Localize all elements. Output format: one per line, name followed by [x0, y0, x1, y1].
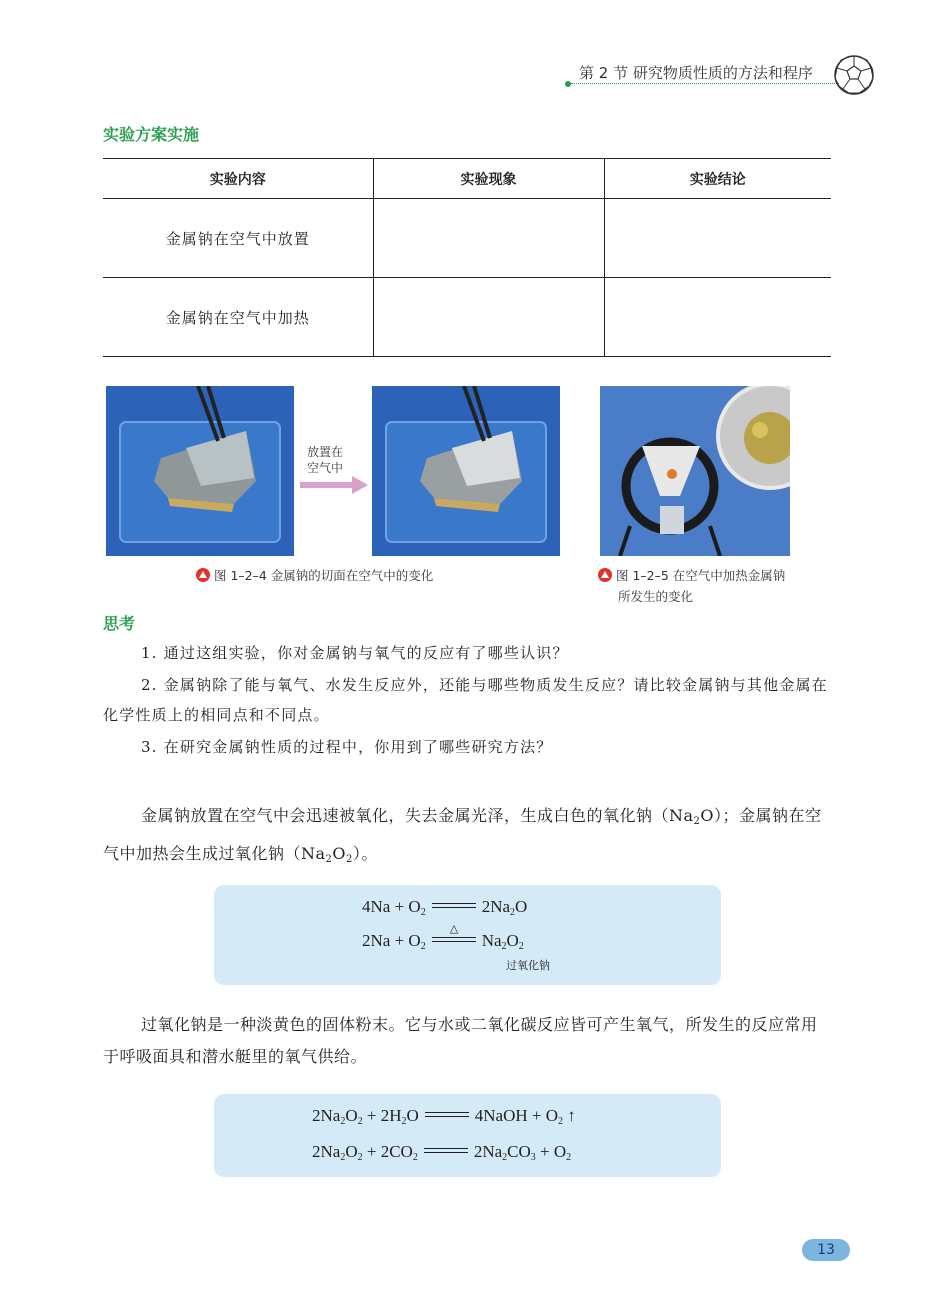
arrow-label-line: 空气中 [307, 461, 344, 475]
eq-text: O [406, 1106, 419, 1125]
eq-text: 2Na [312, 1106, 341, 1125]
equation-box-1 [214, 885, 721, 985]
heat-condition: △ [449, 922, 459, 935]
table-cell: 金属钠在空气中加热 [103, 278, 373, 357]
table-cell [604, 278, 831, 357]
running-header [565, 58, 845, 88]
fullerene-icon [833, 54, 875, 96]
para-text: O [332, 844, 347, 863]
caption-text: 所发生的变化 [618, 589, 694, 604]
question-1: 1. 通过这组实验，你对金属钠与氧气的反应有了哪些认识？ [141, 644, 569, 662]
eq-text: O [506, 931, 519, 950]
eq-text: O [515, 897, 528, 916]
experiment-table [103, 158, 831, 357]
question-3: 3. 在研究金属钠性质的过程中，你用到了哪些研究方法？ [141, 738, 553, 756]
sodium-oxidized-photo [372, 386, 560, 556]
table-row [103, 278, 831, 357]
page-number: 13 [802, 1239, 850, 1261]
eq-text: + O [535, 1142, 567, 1161]
table-header: 实验现象 [373, 159, 604, 199]
table-header: 实验结论 [604, 159, 831, 199]
para-text: ）。 [352, 844, 378, 863]
figure-caption-1 [196, 565, 433, 586]
warning-triangle-icon [598, 568, 612, 582]
sodium-cut-photo [106, 386, 294, 556]
figure-caption-2 [598, 565, 828, 607]
eq-text: CO [507, 1142, 531, 1161]
equation-na-o2-heat: $2Na + O_2$ △ $Na_2O_2$ [362, 922, 524, 952]
eq-text: O [345, 1142, 358, 1161]
eq-text: + 2H [362, 1106, 402, 1125]
eq-text: 2Na [473, 1142, 503, 1161]
paragraph-oxidation: 金属钠放置在空气中会迅速被氧化，失去金属光泽，生成白色的氧化钠$(Na_2O)$；金属钠在空气中加热会生成过氧化钠$(Na_2O_2)$。 [103, 806, 822, 865]
eq-text: ↑ [563, 1106, 576, 1125]
eq-text: 2Na [312, 1142, 341, 1161]
equation-na-o2: $4Na + O_2$ $2Na_2O$ [362, 897, 528, 918]
eq-text: O [345, 1106, 358, 1125]
table-header-row [103, 159, 831, 199]
eq-text: 4Na + O [362, 897, 421, 916]
table-row [103, 199, 831, 278]
warning-triangle-icon [196, 568, 210, 582]
table-cell [373, 199, 604, 278]
table-cell [373, 278, 604, 357]
paragraph-peroxide: 过氧化钠是一种淡黄色的固体粉末。它与水或二氧化碳反应皆可产生氧气，所发生的反应常用于呼吸面具和潜水艇里的氧气供给。 [103, 1015, 818, 1066]
section-title: 实验方案实施 [103, 125, 200, 144]
table-header: 实验内容 [103, 159, 373, 199]
table-cell [604, 199, 831, 278]
para-text: O）；金属钠在空气中加热会生成过氧化钠（Na [103, 806, 822, 863]
caption-text: 图 1–2–4 金属钠的切面在空气中的变化 [214, 568, 434, 583]
eq-text: 2Na [481, 897, 511, 916]
para-text: 金属钠放置在空气中会迅速被氧化，失去金属光泽，生成白色的氧化钠（Na [141, 806, 694, 825]
header-dot [565, 81, 571, 87]
equation-peroxide-co2: $2Na_2O_2 + 2CO_2$ $2Na_2CO_3 + O_2$ [312, 1142, 572, 1163]
equation-box-2 [214, 1094, 721, 1177]
eq-text: + 2CO [362, 1142, 413, 1161]
eq-text: 4NaOH + O [474, 1106, 559, 1125]
right-arrow-icon [300, 476, 368, 494]
equation-peroxide-water: $2Na_2O_2 + 2H_2O$ 4NaOH + $O_2$ ↑ [312, 1106, 576, 1127]
arrow-label-line: 放置在 [307, 445, 344, 459]
header-title: 第 2 节 研究物质性质的方法和程序 [579, 64, 813, 82]
table-cell: 金属钠在空气中放置 [103, 199, 373, 278]
question-2: 2. 金属钠除了能与氧气、水发生反应外，还能与哪些物质发生反应？请比较金属钠与其他金属在化学性质上的相同点和不同点。 [103, 676, 828, 724]
header-rule [571, 83, 839, 84]
eq-text: 2Na + O [362, 931, 421, 950]
caption-text: 图 1–2–5 在空气中加热金属钠 [616, 568, 786, 583]
sodium-heating-photo [600, 386, 790, 556]
eq-text: Na [481, 931, 502, 950]
peroxide-note: 过氧化钠 [506, 959, 550, 972]
arrow-label [307, 444, 343, 476]
think-title: 思考 [103, 614, 136, 633]
